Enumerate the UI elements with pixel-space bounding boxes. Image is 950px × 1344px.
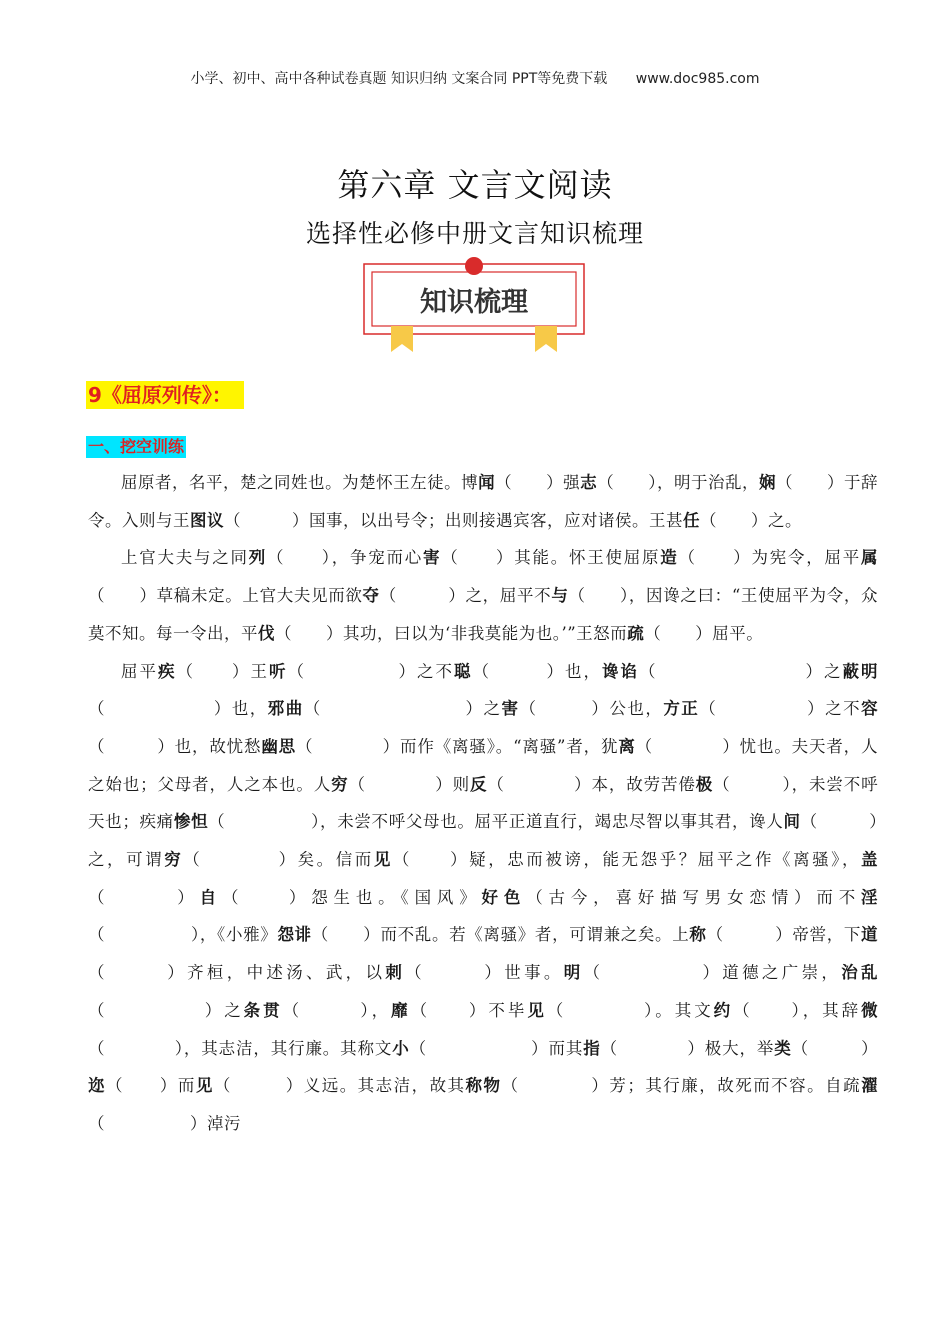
text-run: （ ）之 <box>303 699 502 719</box>
keyword: 听 <box>269 661 288 681</box>
keyword: 闻 <box>478 473 496 492</box>
text-run: （ ），因谗之曰：“王使屈平为令，众莫不知。每一令出，平 <box>88 586 879 643</box>
text-run: （ ）本，故劳苦倦 <box>487 774 696 794</box>
keyword: 明 <box>563 963 584 983</box>
text-run: （ ）不毕 <box>410 1000 528 1020</box>
text-run: （ ）怨生也。《国风》 <box>221 887 482 907</box>
text-run: （ ）帝喾，下 <box>706 925 862 945</box>
text-run: 屈原者，名平，楚之同姓也。为楚怀王左徒。博 <box>121 473 479 492</box>
keyword: 与 <box>551 586 569 606</box>
text-run: （ ）而 <box>105 1076 196 1096</box>
text-run: （ ）其功，曰以为‘非我莫能为也。’”王怒而 <box>275 623 628 643</box>
text-run: （ ）忧也。夫天者，人之始也；父母者，人之本也。人 <box>88 736 879 794</box>
text-run: （ ）世事。 <box>405 963 564 983</box>
keyword: 盖 <box>861 850 879 870</box>
keyword: 自 <box>199 887 222 907</box>
text-run: （ ）疑，忠而被谤，能无怨乎？屈平之作《离骚》， <box>392 850 862 870</box>
text-run: （ ）公也， <box>519 699 664 719</box>
keyword: 幽思 <box>261 736 297 756</box>
text-run: （ ）为宪令，屈平 <box>678 548 861 568</box>
passage-body <box>88 464 878 1143</box>
keyword: 穷 <box>164 850 184 870</box>
text-run: （ ）王 <box>176 661 269 681</box>
text-run: （ ）。其文 <box>546 1000 714 1020</box>
text-run: （ ）而其 <box>409 1038 584 1058</box>
sub-heading: 一、挖空训练 <box>88 437 185 456</box>
text-run: （ ）而不乱。若《离骚》者，可谓兼之矣。上 <box>311 925 690 945</box>
chapter-title: 第六章 文言文阅读 <box>337 166 613 204</box>
text-run: （ ），未尝不呼父母也。屈平正道直行，竭忠尽智以事其君，谗人 <box>208 812 784 832</box>
keyword: 迩 <box>88 1076 106 1096</box>
keyword: 治乱 <box>841 963 879 983</box>
text-run: （ ）而作《离骚》。“离骚”者，犹 <box>296 736 619 756</box>
badge-red-dot <box>465 257 483 275</box>
knowledge-badge <box>363 256 585 356</box>
keyword: 聪 <box>454 661 473 681</box>
text-run: （ ）则 <box>348 774 470 794</box>
keyword: 夺 <box>362 586 380 606</box>
text-run: （ ）芳；其行廉，故死而不容。自疏 <box>501 1076 862 1096</box>
keyword: 害 <box>423 548 442 568</box>
text-run: （ ），明于治乱， <box>597 473 759 492</box>
keyword: 极 <box>695 774 714 794</box>
keyword: 造 <box>660 548 679 568</box>
keyword: 怨诽 <box>277 925 312 945</box>
text-run: （古今，喜好描写男女恋情）而不 <box>526 887 862 907</box>
keyword: 间 <box>783 812 801 832</box>
text-run: （ ），其辞 <box>733 1000 862 1020</box>
badge-ribbon-right <box>535 326 557 352</box>
keyword: 微 <box>861 1000 879 1020</box>
text-run: （ ） <box>791 1038 879 1058</box>
text-run: （ ）国事，以出号令；出则接遇宾客，应对诸侯。王甚 <box>224 510 683 530</box>
keyword: 娴 <box>759 473 777 492</box>
keyword: 邪曲 <box>267 699 304 719</box>
keyword: 靡 <box>391 1000 411 1020</box>
keyword: 指 <box>583 1038 601 1058</box>
keyword: 见 <box>373 850 393 870</box>
keyword: 惨怛 <box>173 812 209 832</box>
keyword: 好色 <box>481 887 527 907</box>
passage-paragraph <box>88 539 878 652</box>
text-run: （ ）也，故忧愁 <box>88 736 262 756</box>
badge-label: 知识梳理 <box>420 287 528 318</box>
text-run: （ ） <box>88 887 200 907</box>
keyword: 称物 <box>465 1076 502 1096</box>
keyword: 反 <box>469 774 488 794</box>
keyword: 任 <box>683 510 700 530</box>
keyword: 方正 <box>663 699 700 719</box>
keyword: 类 <box>774 1038 792 1058</box>
keyword: 称 <box>689 925 707 945</box>
text-run: （ ）道德之广崇， <box>583 963 842 983</box>
text-run: （ ），未尝不呼天也；疾痛 <box>88 774 879 832</box>
keyword: 蔽明 <box>842 661 878 681</box>
text-run: （ ）之。 <box>700 510 802 530</box>
keyword: 伐 <box>258 623 275 643</box>
badge-ribbon-left <box>391 326 413 352</box>
text-run: （ ）齐桓，中述汤、武，以 <box>88 963 386 983</box>
keyword: 疏 <box>627 623 645 643</box>
text-run: 上官大夫与之同 <box>121 548 249 568</box>
text-run: （ ）之 <box>88 1000 244 1020</box>
text-run: （ ）之 <box>639 661 843 681</box>
passage-paragraph <box>88 464 878 539</box>
text-run: （ ）草稿未定。上官大夫见而欲 <box>88 586 363 606</box>
keyword: 图议 <box>190 510 224 530</box>
keyword: 容 <box>861 699 879 719</box>
text-run: （ ）极大，举 <box>600 1038 775 1058</box>
text-run: （ ）屈平。 <box>644 623 764 643</box>
keyword: 淫 <box>861 887 879 907</box>
text-run: （ ）强 <box>495 473 581 492</box>
page-header <box>0 68 950 88</box>
text-run: （ ）淖污 <box>88 1113 241 1133</box>
text-run: （ ）矣。信而 <box>183 850 374 870</box>
text-run: （ ），其志洁，其行廉。其称文 <box>88 1038 393 1058</box>
passage-paragraph <box>88 653 878 1143</box>
keyword: 列 <box>248 548 267 568</box>
keyword: 约 <box>713 1000 734 1020</box>
keyword: 谗谄 <box>602 661 639 681</box>
keyword: 害 <box>501 699 520 719</box>
text-run: （ ），《小雅》 <box>88 925 278 945</box>
keyword: 志 <box>580 473 598 492</box>
text-run: （ ）之，屈平不 <box>379 586 552 606</box>
keyword: 疾 <box>158 661 177 681</box>
keyword: 刺 <box>385 963 406 983</box>
text-run: （ ）也， <box>472 661 602 681</box>
text-run: （ ）之，可谓 <box>88 812 879 870</box>
keyword: 见 <box>527 1000 547 1020</box>
section-title: 9《屈原列传》： <box>86 381 244 409</box>
header-url[interactable]: www.doc985.com <box>635 71 760 87</box>
text-run: （ ）义远。其志洁，故其 <box>213 1076 466 1096</box>
keyword: 濯 <box>861 1076 879 1096</box>
text-run: （ ）其能。怀王使屈原 <box>441 548 661 568</box>
keyword: 属 <box>861 548 878 568</box>
keyword: 小 <box>392 1038 410 1058</box>
text-run: （ ）之不 <box>699 699 862 719</box>
keyword: 离 <box>618 736 636 756</box>
text-run: （ ）， <box>282 1000 392 1020</box>
text-run: （ ），争宠而心 <box>267 548 423 568</box>
keyword: 穷 <box>331 774 349 794</box>
keyword: 道 <box>861 925 879 945</box>
keyword: 条贯 <box>243 1000 283 1020</box>
text-run: （ ）之不 <box>287 661 454 681</box>
text-run: （ ）也， <box>88 699 268 719</box>
text-run: 屈平 <box>121 661 158 681</box>
subtitle: 选择性必修中册文言知识梳理 <box>305 219 644 248</box>
header-text: 小学、初中、高中各种试卷真题 知识归纳 文案合同 PPT等免费下载 <box>190 71 608 87</box>
text-run: （ ）于辞令。入则与王 <box>88 473 879 530</box>
keyword: 见 <box>195 1076 214 1096</box>
